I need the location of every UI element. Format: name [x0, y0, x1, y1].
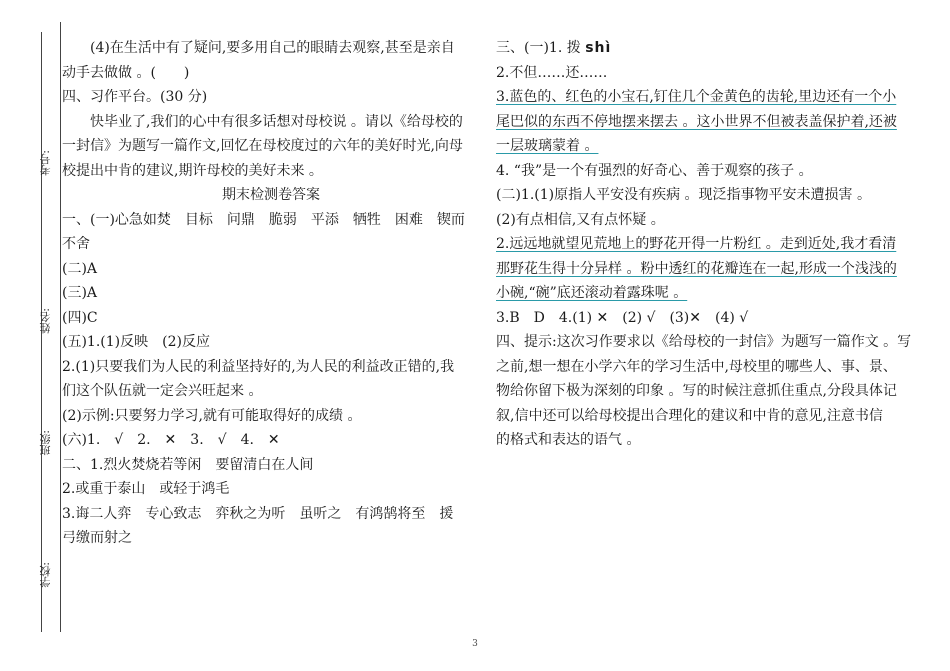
- text-line: 四、提示:这次习作要求以《给母校的一封信》为题写一篇作文 。写: [496, 334, 912, 350]
- text-line: 弓缴而射之: [62, 530, 132, 546]
- text-line: 物给你留下极为深刻的印象 。写的时候注意抓住重点,分段具体记: [496, 383, 897, 399]
- text-line: 3.诲二人弈 专心致志 弈秋之为听 虽听之 有鸿鹄将至 援: [62, 505, 454, 522]
- text-line: (2)有点相信,又有点怀疑 。: [496, 211, 665, 228]
- text-line: (三)A: [62, 285, 98, 301]
- exam-number-label: 考号:: [39, 150, 52, 176]
- question-prefix: 三、(一)1. 拨: [496, 40, 581, 56]
- text-line: (六)1. √ 2. ✕ 3. √ 4. ✕: [62, 432, 280, 448]
- text-line: 2.不但……还……: [496, 64, 608, 81]
- underlined-text: 小碗,“碗”底还滚动着露珠呢 。: [496, 285, 688, 301]
- underlined-text: 一层玻璃蒙着 。: [496, 138, 599, 154]
- text-line: (四)C: [62, 309, 98, 326]
- text-line: (五)1.(1)反映 (2)反应: [62, 334, 210, 350]
- underlined-line: 2.远远地就望见荒地上的野花开得一片粉红 。走到近处,我才看清: [496, 236, 897, 252]
- text-line: 动手去做做 。( ): [62, 64, 190, 81]
- text-line: 2.或重于泰山 或轻于鸿毛: [62, 481, 230, 497]
- name-label: 姓名:: [39, 308, 52, 334]
- text-line: 一、(一)心急如焚 目标 问鼎 脆弱 平添 牺牲 困难 锲而: [62, 211, 465, 228]
- text-line: [496, 281, 916, 306]
- page-number: 3: [472, 639, 478, 649]
- text-line: [496, 134, 916, 159]
- text-line: 不舍: [62, 236, 90, 252]
- left-column: [62, 36, 480, 551]
- text-line: (2)示例:只要努力学习,就有可能取得好的成绩 。: [62, 407, 362, 424]
- text-line: 二、1.烈火焚烧若等闲 要留清白在人间: [62, 456, 314, 473]
- text-line: (4)在生活中有了疑问,要多用自己的眼睛去观察,甚至是亲自: [90, 40, 455, 56]
- pinyin-answer: shì: [585, 40, 612, 56]
- margin-rule: [60, 22, 61, 632]
- text-line: 快毕业了,我们的心中有很多话想对母校说 。请以《给母校的: [90, 113, 463, 130]
- underlined-line: 那野花生得十分异样 。粉中透红的花瓣连在一起,形成一个浅浅的: [496, 260, 897, 277]
- text-line: [496, 36, 916, 61]
- text-line: 们这个队伍就一定会兴旺起来 。: [62, 383, 263, 399]
- binding-gutter: [0, 0, 60, 671]
- text-line: 一封信》为题写一篇作文,回忆在母校度过的六年的美好时光,向母: [62, 138, 463, 154]
- text-line: (二)1.(1)原指人平安没有疾病 。现泛指事物平安未遭损害 。: [496, 187, 872, 203]
- text-line: 叙,信中还可以给母校提出合理化的建议和中肯的意见,注意书信: [496, 407, 883, 424]
- section-heading: 四、习作平台。(30 分): [62, 89, 208, 105]
- answer-key-title: 期末检测卷答案: [222, 187, 320, 203]
- text-line: (二)A: [62, 260, 98, 277]
- class-label: 班级:: [39, 430, 52, 456]
- right-column: [496, 36, 916, 453]
- text-line: 4. “我”是一个有强烈的好奇心、善于观察的孩子 。: [496, 162, 813, 179]
- text-line: 校提出中肯的建议,期许母校的美好未来 。: [62, 162, 323, 179]
- school-label: 学校:: [39, 562, 52, 588]
- text-line: 的格式和表达的语气 。: [496, 432, 641, 448]
- underlined-line: 尾巴似的东西不停地摆来摆去 。这小世界不但被表盖保护着,还被: [496, 113, 897, 130]
- text-line: 3.B D 4.(1) ✕ (2) √ (3)✕ (4) √: [496, 309, 749, 326]
- text-line: 2.(1)只要我们为人民的利益坚持好的,为人民的利益改正错的,我: [62, 358, 455, 375]
- text-line: 之前,想一想在小学六年的学习生活中,母校里的哪些人、事、景、: [496, 358, 897, 375]
- underlined-line: 3.蓝色的、红色的小宝石,钉住几个金黄色的齿轮,里边还有一个小: [496, 89, 897, 105]
